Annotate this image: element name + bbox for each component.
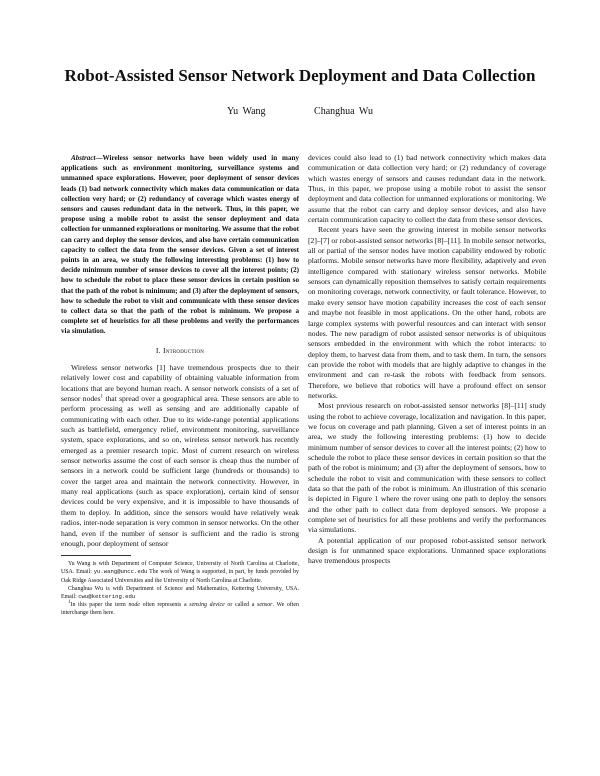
footnote-text: Yu Wang is with Department of Computer Science, University of North Carolina at Charlotte, USA. Email: (61, 561, 299, 576)
author-name: Changhua Wu (314, 106, 373, 117)
footnote-term: sensing device (189, 602, 225, 609)
body-paragraph: Most previous research on robot-assisted sensor networks [8]–[11] study using the robot to achieve coverage, localization and navigation. In this paper, we focus on coverage and path planning. Given a set of interest points in an area, we study the following interesting problems: (1) how to decide minimum number of sensor devices to cover all the interest points; (2) how to schedule the robot to place these sensor devices in certain position so that the path of the robot is minimum; and (3) after the deployment of sensors, how to schedule the robot to visit and communication with these sensors to collect data so that the path of the robot is minimum. An illustration of this scenario is depicted in Figure 1 where the rover using one path to deploy the sensors and the other path to collect data from deployed sensors. We propose a complete set of heuristics for all these problems and verify the performances via simulations. (308, 401, 546, 535)
section-numeral: I. (155, 345, 161, 355)
section-title: Introduction (163, 345, 205, 355)
author-name: Yu Wang (227, 106, 266, 117)
paragraph-text: that spread over a geographical area. These sensors are able to perform processing as well as sensing and are additionally capable of communicating with each other. Due to its wide-range potential applications such as battlefield, emergency relief, environment monitoring, surveillance system, space explorations, and so on, wireless sensor network has recently emerged as a premier research topic. Most of current research on wireless sensor networks assume the cost of each sensor is cheap thus the number of sensors in a network could be sufficient large (hundreds or thousands) to cover the target area and maintain the network connectivity. However, in many real applications (such as space exploration), certain kind of sensor devices could be very expensive, and it is impossible to have thousands of them to deploy. In addition, since the sensors would have relatively weak radios, inter-node separation is very common in sensor networks. On the other hand, even if the number of sensor is sufficient and the radio is strong enough, poor deployment of sensor (61, 394, 299, 548)
footnote-text: Changhua Wu is with Department of Science and Mathematics, Kettering University, USA. Email: (61, 585, 299, 600)
paragraph-text: Wireless sensor networks [1] have tremendous prospects due to their relatively lower cost and capability of obtaining valuable information from locations that are beyond human reach. A sensor network consists of a set of sensor nodes (61, 363, 299, 404)
footnote-affiliation-wu (61, 585, 299, 601)
footnote-text: . We often interchange them here. (61, 602, 299, 617)
footnote-marker: 1 (68, 600, 71, 606)
author-list (0, 106, 600, 118)
footnote-text: or called a (224, 602, 258, 609)
email-address: cwu@kettering.edu (78, 593, 136, 600)
abstract-label: Abstract (71, 154, 96, 162)
footnote-marker: 1 (100, 394, 103, 400)
footnote-node-term (61, 601, 299, 617)
right-column (308, 153, 546, 567)
body-paragraph: devices could also lead to (1) bad network connectivity which makes data communication or data collection very hard; or (2) redundancy of coverage which wastes energy of sensors and causes redundant data in the network. Thus, in this paper, we propose using a mobile robot to assist the sensor deployment and data collection for unmanned explorations or monitoring. We assume that the robot can carry and deploy sensor devices, and also have certain communication capacity to collect the data from these sensor devices. (308, 153, 546, 225)
footnote-term: node (128, 602, 140, 609)
abstract-text: Wireless sensor networks have been widely used in many applications such as environment monitoring, surveillance systems and unmanned space explorations. However, poor deployment of sensor devices leads (1) bad network connectivity which makes data communication or data collection very hard; or (2) redundancy of coverage which wastes energy of sensors and causes redundant data in the network. Thus, in this paper, we propose using a mobile robot to assist the sensor deployment and data collection for unmanned explorations or monitoring. We assume that the robot can carry and deploy the sensor devices, and also have certain communication capacity to collect the data from the sensor devices. Given a set of interest points in an area, we study the following interesting problems: (1) how to decide minimum number of sensor devices to cover all the interest points; (2) how to schedule the robot to place these sensor devices in certain position so that the path of the robot is minimum; and (3) after the deployment of sensors, how to schedule the robot to visit and communicate with these sensor devices to collect data so that the path of the robot is minimum. We propose a complete set of heuristics for all these problems and verify the performances via simulation. (61, 154, 299, 336)
footnote-text: In this paper the term (70, 602, 129, 609)
footnote-term: sensor (257, 602, 273, 609)
body-paragraph: A potential application of our proposed robot-assisted sensor network design is for unmanned space explorations. Unmanned space explorations have tremendous prospects (308, 535, 546, 566)
footnote-rule (61, 555, 131, 556)
intro-paragraph (61, 363, 299, 549)
abstract-dash: — (95, 154, 103, 162)
footnote-affiliation-wang (61, 560, 299, 585)
left-column (61, 153, 299, 618)
abstract (61, 153, 299, 337)
paper-title: Robot-Assisted Sensor Network Deployment and Data Collection (64, 66, 536, 85)
email-address: yu.wang@uncc.edu (93, 568, 148, 576)
footnote-text: The work of Wang is supported, in part, by funds provided by Oak Ridge Associated Universities and the University of North Carolina at Charlotte. (61, 569, 299, 584)
footnote-text: often represents a (139, 602, 190, 609)
footnotes (61, 560, 299, 617)
body-paragraph: Recent years have seen the growing interest in mobile sensor networks [2]–[7] or robot-assisted sensor networks [8]–[11]. In mobile sensor networks, all or partial of the sensor nodes have motion capability endowed by robotic platforms. Mobile sensor networks have more flexibility, adaptively and even intelligence compared with stationary wireless sensor networks. Mobile sensors can dynamically reposition themselves to satisfy certain requirements on monitoring coverage, network connectivity, or fault tolerance. However, to make every sensor have motion capability increases the cost of each sensor and maybe not feasible in most applications. On the other hand, robots are large complex systems with powerful resources and can interact with sensor nodes. The new paradigm of robot assisted sensor networks is of ubiquitous sensors embedded in the environment with which the robot interacts: to deploy them, to harvest data from them, and to task them. In turn, the sensors can provide the robot with models that are highly adaptive to changes in the environment and can re-task the robots with feedback from sensors. Therefore, we believe that robotics will have a profound effect on sensor networks. (308, 225, 546, 400)
section-heading-introduction (61, 346, 299, 356)
